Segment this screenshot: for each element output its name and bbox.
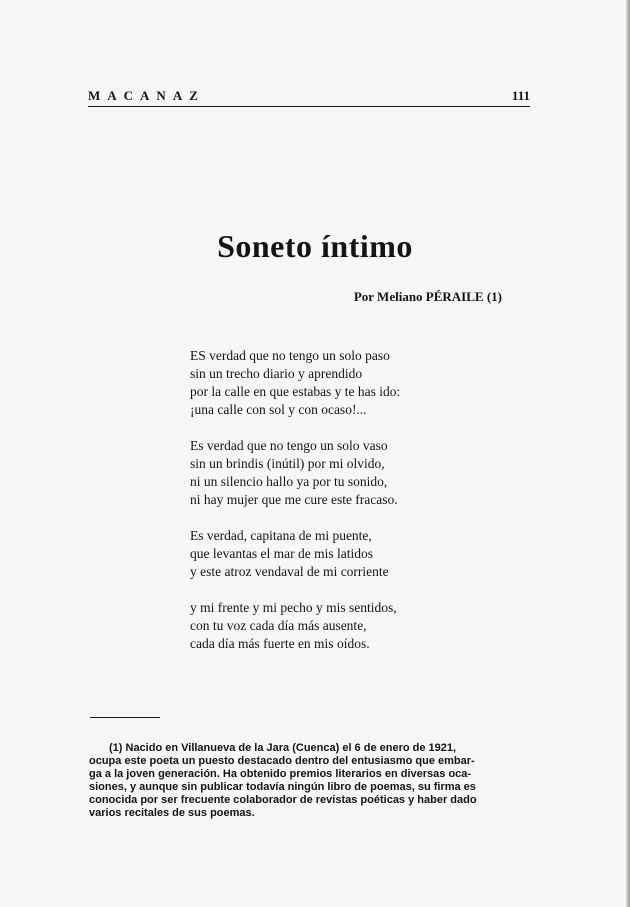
stanza-4	[190, 599, 490, 653]
verse-line: sin un brindis (inútil) por mi olvido,	[190, 456, 385, 471]
verse-line: con tu voz cada día más ausente,	[190, 618, 367, 633]
page-number: 111	[511, 88, 530, 103]
stanza-3	[190, 527, 490, 581]
verse-line: ¡una calle con sol y con ocaso!...	[190, 402, 367, 417]
verse-line: Es verdad que no tengo un solo vaso	[190, 438, 388, 453]
verse-line: ni un silencio hallo ya por tu sonido,	[190, 474, 388, 489]
stanza-2	[190, 437, 490, 509]
verse-line: cada día más fuerte en mis oídos.	[190, 636, 370, 651]
footnote-line: varios recitales de sus poemas.	[89, 807, 255, 819]
verse-line: por la calle en que estabas y te has ido:	[190, 384, 401, 399]
verse-line: y este atroz vendaval de mi corriente	[190, 564, 389, 579]
footnote-line: (1) Nacido en Villanueva de la Jara (Cuenca) el 6 de enero de 1921,	[109, 742, 457, 754]
verse-line: que levantas el mar de mis latidos	[190, 546, 373, 561]
running-head	[88, 88, 530, 108]
verse-line: ni hay mujer que me cure este fracaso.	[190, 492, 398, 507]
verse-line: y mi frente y mi pecho y mis sentidos,	[190, 600, 397, 615]
page-edge-shadow	[626, 0, 630, 907]
author-byline: Por Meliano PÉRAILE (1)	[353, 289, 502, 304]
footnote-rule	[90, 717, 160, 718]
footnote-line: conocida por ser frecuente colaborador de revistas poéticas y haber dado	[89, 794, 477, 806]
journal-name: MACANAZ	[88, 88, 205, 103]
footnote-line: ga a la joven generación. Ha obtenido premios literarios en diversas oca-	[89, 768, 472, 780]
footnote-line: ocupa este poeta un puesto destacado dentro del entusiasmo que embar-	[89, 755, 475, 767]
verse-line: Es verdad, capitana de mi puente,	[190, 528, 372, 543]
poem-body	[190, 347, 490, 671]
stanza-1	[190, 347, 490, 419]
footnote-line: siones, y aunque sin publicar todavía ningún libro de poemas, su firma es	[89, 781, 476, 793]
poem-title: Soneto íntimo	[217, 228, 413, 264]
footnote	[89, 742, 535, 820]
verse-line: sin un trecho diario y aprendido	[190, 366, 363, 381]
verse-line: ES verdad que no tengo un solo paso	[190, 348, 390, 363]
header-rule	[88, 106, 530, 107]
